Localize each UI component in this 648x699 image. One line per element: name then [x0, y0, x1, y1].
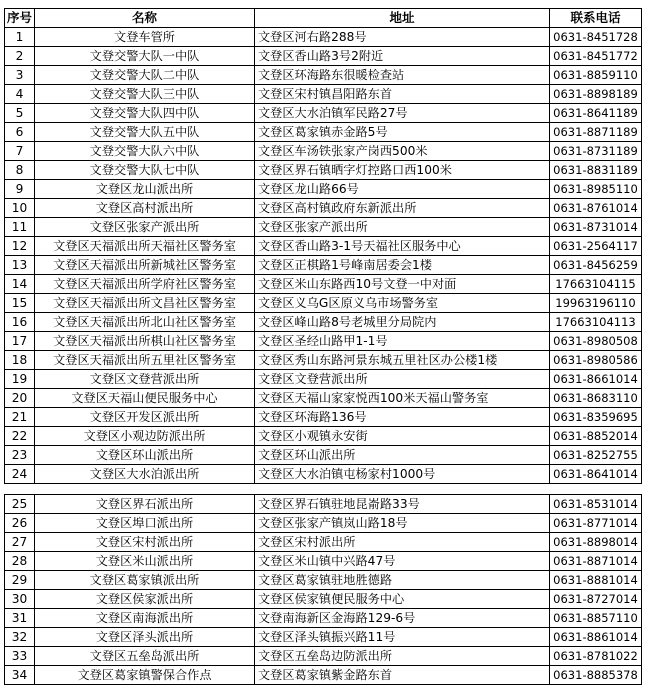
contact-table-bottom [4, 494, 642, 685]
row-phone: 0631-8451772 [550, 47, 642, 66]
row-index: 29 [5, 571, 35, 590]
table-row [5, 571, 642, 590]
row-index: 25 [5, 495, 35, 514]
row-index: 11 [5, 218, 35, 237]
row-address: 文登区高村镇政府东新派出所 [255, 199, 550, 218]
table-row [5, 609, 642, 628]
table-gap [4, 484, 641, 494]
row-phone: 0631-8980508 [550, 332, 642, 351]
row-name: 文登区天福派出所五里社区警务室 [35, 351, 255, 370]
row-name: 文登区葛家镇派出所 [35, 571, 255, 590]
table-row [5, 237, 642, 256]
contact-table-sheet [4, 8, 641, 685]
header-phone: 联系电话 [550, 9, 642, 28]
row-phone: 0631-8359695 [550, 408, 642, 427]
row-phone: 0631-8641189 [550, 104, 642, 123]
row-name: 文登区侯家派出所 [35, 590, 255, 609]
table-row [5, 495, 642, 514]
row-phone: 0631-8771014 [550, 514, 642, 533]
row-name: 文登区天福山便民服务中心 [35, 389, 255, 408]
table-row [5, 199, 642, 218]
row-phone: 0631-8451728 [550, 28, 642, 47]
row-address: 文登区宋村镇昌阳路东首 [255, 85, 550, 104]
row-name: 文登区界石派出所 [35, 495, 255, 514]
row-address: 文登区天福山家家悦西100米天福山警务室 [255, 389, 550, 408]
row-index: 32 [5, 628, 35, 647]
row-address: 文登区小观镇永安街 [255, 427, 550, 446]
table-row [5, 123, 642, 142]
table-row [5, 256, 642, 275]
table-row [5, 275, 642, 294]
row-phone: 0631-8831189 [550, 161, 642, 180]
row-address: 文登南海新区金海路129-6号 [255, 609, 550, 628]
row-name: 文登区天福派出所新城社区警务室 [35, 256, 255, 275]
row-index: 9 [5, 180, 35, 199]
row-index: 16 [5, 313, 35, 332]
row-index: 22 [5, 427, 35, 446]
row-phone: 0631-8980586 [550, 351, 642, 370]
table-row [5, 313, 642, 332]
table-row [5, 552, 642, 571]
row-index: 4 [5, 85, 35, 104]
row-phone: 0631-8898189 [550, 85, 642, 104]
row-address: 文登区香山路3号2附近 [255, 47, 550, 66]
row-name: 文登区天福派出所学府社区警务室 [35, 275, 255, 294]
table-row [5, 85, 642, 104]
row-phone: 0631-8761014 [550, 199, 642, 218]
row-phone: 0631-8731014 [550, 218, 642, 237]
row-name: 文登区大水泊派出所 [35, 465, 255, 484]
header-name: 名称 [35, 9, 255, 28]
row-address: 文登区张家产派出所 [255, 218, 550, 237]
table-body-bottom [5, 495, 642, 685]
table-row [5, 666, 642, 685]
row-name: 文登区小观边防派出所 [35, 427, 255, 446]
table-header-row [5, 9, 642, 28]
row-name: 文登区米山派出所 [35, 552, 255, 571]
table-row [5, 28, 642, 47]
row-name: 文登区天福派出所天福社区警务室 [35, 237, 255, 256]
row-address: 文登区河右路288号 [255, 28, 550, 47]
row-phone: 0631-8661014 [550, 370, 642, 389]
table-row [5, 514, 642, 533]
row-phone: 0631-2564117 [550, 237, 642, 256]
row-address: 文登区侯家镇便民服务中心 [255, 590, 550, 609]
row-name: 文登区天福派出所北山社区警务室 [35, 313, 255, 332]
row-phone: 0631-8731189 [550, 142, 642, 161]
row-address: 文登区义乌G区原义乌市场警务室 [255, 294, 550, 313]
row-phone: 0631-8641014 [550, 465, 642, 484]
row-address: 文登区大水泊镇军民路27号 [255, 104, 550, 123]
row-name: 文登交警大队三中队 [35, 85, 255, 104]
row-phone: 17663104115 [550, 275, 642, 294]
row-phone: 0631-8898014 [550, 533, 642, 552]
row-address: 文登区峰山路8号老城里分局院内 [255, 313, 550, 332]
row-address: 文登区葛家镇紫金路东首 [255, 666, 550, 685]
row-index: 28 [5, 552, 35, 571]
row-address: 文登区五垒岛边防派出所 [255, 647, 550, 666]
row-address: 文登区葛家镇赤金路5号 [255, 123, 550, 142]
table-body-top [5, 28, 642, 484]
row-index: 27 [5, 533, 35, 552]
table-row [5, 47, 642, 66]
row-address: 文登区圣经山路甲1-1号 [255, 332, 550, 351]
row-name: 文登交警大队四中队 [35, 104, 255, 123]
row-index: 14 [5, 275, 35, 294]
row-phone: 0631-8683110 [550, 389, 642, 408]
row-address: 文登区环海路136号 [255, 408, 550, 427]
row-phone: 0631-8885378 [550, 666, 642, 685]
row-name: 文登交警大队一中队 [35, 47, 255, 66]
row-name: 文登区宋村派出所 [35, 533, 255, 552]
row-address: 文登区大水泊镇屯杨家村1000号 [255, 465, 550, 484]
row-name: 文登区张家产派出所 [35, 218, 255, 237]
row-name: 文登交警大队七中队 [35, 161, 255, 180]
row-address: 文登区环海路东很暖检查站 [255, 66, 550, 85]
row-index: 19 [5, 370, 35, 389]
row-index: 15 [5, 294, 35, 313]
row-index: 3 [5, 66, 35, 85]
row-phone: 0631-8252755 [550, 446, 642, 465]
row-index: 18 [5, 351, 35, 370]
row-address: 文登区米山东路西10号文登一中对面 [255, 275, 550, 294]
row-phone: 0631-8727014 [550, 590, 642, 609]
table-row [5, 142, 642, 161]
row-address: 文登区龙山路66号 [255, 180, 550, 199]
table-row [5, 104, 642, 123]
row-phone: 0631-8852014 [550, 427, 642, 446]
row-name: 文登区高村派出所 [35, 199, 255, 218]
row-index: 21 [5, 408, 35, 427]
row-address: 文登区宋村派出所 [255, 533, 550, 552]
row-index: 12 [5, 237, 35, 256]
row-address: 文登区米山镇中兴路47号 [255, 552, 550, 571]
row-name: 文登区葛家镇警保合作点 [35, 666, 255, 685]
row-index: 13 [5, 256, 35, 275]
row-name: 文登区泽头派出所 [35, 628, 255, 647]
table-row [5, 533, 642, 552]
row-address: 文登区香山路3-1号天福社区服务中心 [255, 237, 550, 256]
table-row [5, 351, 642, 370]
row-name: 文登交警大队五中队 [35, 123, 255, 142]
row-phone: 0631-8881014 [550, 571, 642, 590]
table-row [5, 389, 642, 408]
row-address: 文登区葛家镇驻地胜德路 [255, 571, 550, 590]
row-address: 文登区界石镇晒字灯控路口西100米 [255, 161, 550, 180]
row-index: 33 [5, 647, 35, 666]
row-name: 文登区文登营派出所 [35, 370, 255, 389]
table-row [5, 180, 642, 199]
row-index: 1 [5, 28, 35, 47]
row-index: 2 [5, 47, 35, 66]
row-name: 文登区环山派出所 [35, 446, 255, 465]
row-name: 文登区天福派出所文昌社区警务室 [35, 294, 255, 313]
table-row [5, 332, 642, 351]
row-index: 31 [5, 609, 35, 628]
row-address: 文登区界石镇驻地昆嵛路33号 [255, 495, 550, 514]
header-index: 序号 [5, 9, 35, 28]
row-index: 20 [5, 389, 35, 408]
row-address: 文登区正棋路1号峰南居委会1楼 [255, 256, 550, 275]
table-row [5, 294, 642, 313]
row-index: 5 [5, 104, 35, 123]
row-phone: 0631-8781022 [550, 647, 642, 666]
row-name: 文登车管所 [35, 28, 255, 47]
table-row [5, 408, 642, 427]
row-name: 文登区天福派出所棋山社区警务室 [35, 332, 255, 351]
row-index: 30 [5, 590, 35, 609]
row-name: 文登区龙山派出所 [35, 180, 255, 199]
row-phone: 0631-8861014 [550, 628, 642, 647]
row-phone: 0631-8859110 [550, 66, 642, 85]
table-row [5, 446, 642, 465]
table-row [5, 465, 642, 484]
row-name: 文登区埠口派出所 [35, 514, 255, 533]
row-address: 文登区秀山东路河景东城五里社区办公楼1楼 [255, 351, 550, 370]
table-row [5, 647, 642, 666]
row-name: 文登区南海派出所 [35, 609, 255, 628]
row-index: 26 [5, 514, 35, 533]
row-index: 34 [5, 666, 35, 685]
row-address: 文登区环山派出所 [255, 446, 550, 465]
table-row [5, 218, 642, 237]
row-name: 文登交警大队六中队 [35, 142, 255, 161]
row-index: 8 [5, 161, 35, 180]
row-phone: 0631-8871189 [550, 123, 642, 142]
row-phone: 0631-8857110 [550, 609, 642, 628]
table-row [5, 628, 642, 647]
row-phone: 17663104113 [550, 313, 642, 332]
row-phone: 19963196110 [550, 294, 642, 313]
row-index: 17 [5, 332, 35, 351]
row-address: 文登区车汤铁张家产岗西500米 [255, 142, 550, 161]
contact-table-top [4, 8, 642, 484]
table-row [5, 161, 642, 180]
row-phone: 0631-8531014 [550, 495, 642, 514]
row-name: 文登区五垒岛派出所 [35, 647, 255, 666]
row-address: 文登区泽头镇振兴路11号 [255, 628, 550, 647]
table-row [5, 590, 642, 609]
row-phone: 0631-8456259 [550, 256, 642, 275]
row-phone: 0631-8871014 [550, 552, 642, 571]
row-address: 文登区张家产镇岚山路18号 [255, 514, 550, 533]
table-row [5, 427, 642, 446]
row-index: 6 [5, 123, 35, 142]
row-index: 7 [5, 142, 35, 161]
row-index: 10 [5, 199, 35, 218]
row-index: 24 [5, 465, 35, 484]
row-name: 文登交警大队二中队 [35, 66, 255, 85]
row-phone: 0631-8985110 [550, 180, 642, 199]
table-row [5, 370, 642, 389]
row-index: 23 [5, 446, 35, 465]
row-name: 文登区开发区派出所 [35, 408, 255, 427]
header-address: 地址 [255, 9, 550, 28]
row-address: 文登区文登营派出所 [255, 370, 550, 389]
table-row [5, 66, 642, 85]
